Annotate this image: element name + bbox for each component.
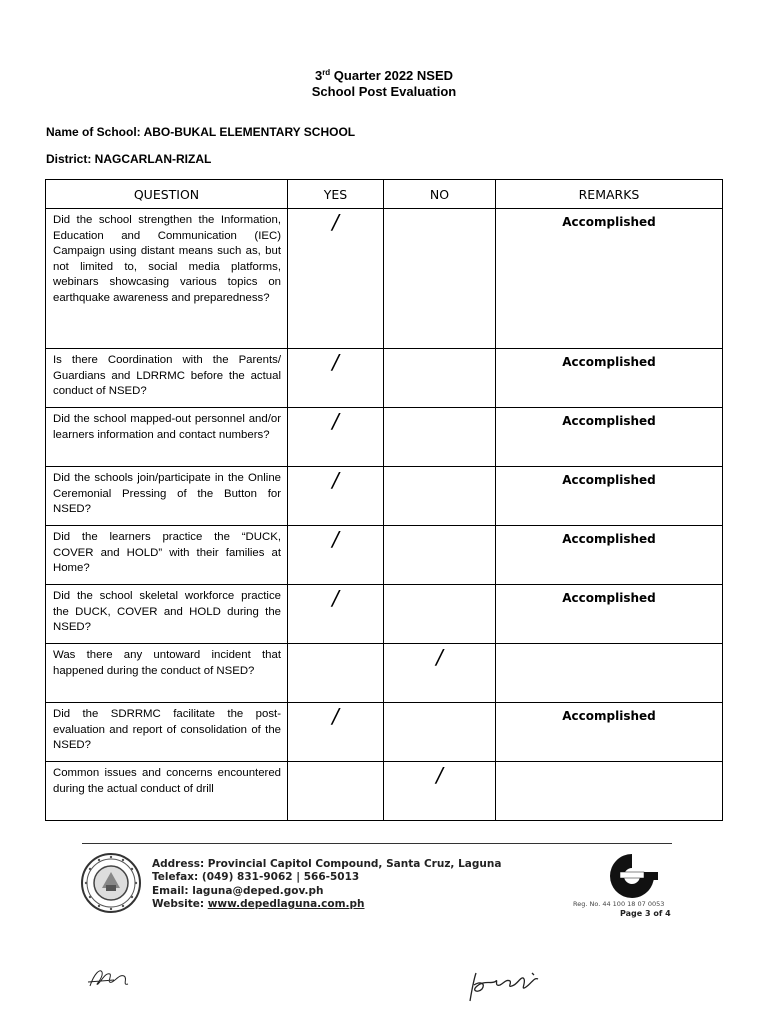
remarks-cell: Accomplished	[496, 467, 723, 526]
question-header: QUESTION	[46, 180, 288, 209]
remarks-cell: Accomplished	[496, 349, 723, 408]
no-cell	[384, 349, 496, 408]
no-cell	[384, 408, 496, 467]
document-subtitle: School Post Evaluation	[311, 84, 457, 99]
table-row	[46, 585, 723, 644]
remarks-cell: Accomplished	[496, 585, 723, 644]
no-cell	[384, 644, 496, 703]
footer-contact	[152, 858, 501, 911]
table-row	[46, 408, 723, 467]
remarks-cell: Accomplished	[496, 526, 723, 585]
table-row	[46, 526, 723, 585]
school-district: District: NAGCARLAN-RIZAL	[46, 152, 212, 166]
division-of-laguna-seal-icon	[80, 852, 142, 914]
yes-cell	[288, 585, 384, 644]
question-cell: Did the school mapped-out personnel and/or learners information and contact numbers?	[46, 408, 288, 467]
footer-telefax: Telefax: (049) 831-9062 | 566-5013	[152, 871, 360, 884]
footer-website: Website: www.depedlaguna.com.ph	[152, 897, 365, 910]
yes-cell	[288, 349, 384, 408]
registration-number: Reg. No. 44 100 18 07 0053	[573, 900, 665, 908]
yes-cell	[288, 209, 384, 349]
evaluation-table	[45, 179, 723, 821]
yes-cell	[288, 644, 384, 703]
table-row	[46, 644, 723, 703]
table-row	[46, 703, 723, 762]
table-row	[46, 209, 723, 349]
signature-icon	[462, 965, 552, 1005]
remarks-cell	[496, 644, 723, 703]
remarks-header: REMARKS	[496, 180, 723, 209]
footer-email: Email: laguna@deped.gov.ph	[152, 884, 324, 897]
yes-cell	[288, 762, 384, 821]
no-header: NO	[384, 180, 496, 209]
check-mark: /	[332, 468, 339, 492]
remarks-cell	[496, 762, 723, 821]
no-cell	[384, 762, 496, 821]
remarks-cell: Accomplished	[496, 209, 723, 349]
signature-initials-icon	[84, 964, 134, 992]
question-cell: Did the SDRRMC facilitate the post-evaluation and report of consolidation of the NSED?	[46, 703, 288, 762]
check-mark: /	[332, 210, 339, 234]
question-cell: Common issues and concerns encountered during the actual conduct of drill	[46, 762, 288, 821]
document-title: 3rd Quarter 2022 NSED	[314, 68, 454, 83]
check-mark: /	[332, 704, 339, 728]
no-cell	[384, 467, 496, 526]
table-header-row	[46, 180, 723, 209]
yes-cell	[288, 703, 384, 762]
table-row	[46, 349, 723, 408]
yes-header: YES	[288, 180, 384, 209]
question-cell: Is there Coordination with the Parents/ Guardians and LDRRMC before the actual conduct of NSED?	[46, 349, 288, 408]
table-row	[46, 467, 723, 526]
remarks-cell: Accomplished	[496, 408, 723, 467]
table-row	[46, 762, 723, 821]
question-cell: Was there any untoward incident that happened during the conduct of NSED?	[46, 644, 288, 703]
check-mark: /	[332, 527, 339, 551]
yes-cell	[288, 526, 384, 585]
page-number: Page 3 of 4	[620, 909, 671, 918]
check-mark: /	[332, 586, 339, 610]
check-mark: /	[436, 763, 443, 787]
certification-logo-icon	[600, 850, 664, 902]
footer-address: Address: Provincial Capitol Compound, Santa Cruz, Laguna	[152, 858, 502, 870]
no-cell	[384, 703, 496, 762]
footer-divider	[82, 843, 672, 844]
website-link[interactable]: www.depedlaguna.com.ph	[207, 897, 365, 910]
no-cell	[384, 526, 496, 585]
yes-cell	[288, 408, 384, 467]
question-cell: Did the school strengthen the Information, Education and Communication (IEC) Campaign using distant means such as, but not limited to, social media platforms, webinars showcasing various topics on earthquake awareness and preparedness?	[46, 209, 288, 349]
question-cell: Did the schools join/participate in the Online Ceremonial Pressing of the Button for NSED?	[46, 467, 288, 526]
school-name: Name of School: ABO-BUKAL ELEMENTARY SCHOOL	[46, 125, 356, 139]
question-cell: Did the school skeletal workforce practice the DUCK, COVER and HOLD during the NSED?	[46, 585, 288, 644]
check-mark: /	[436, 645, 443, 669]
no-cell	[384, 585, 496, 644]
no-cell	[384, 209, 496, 349]
remarks-cell: Accomplished	[496, 703, 723, 762]
question-cell: Did the learners practice the “DUCK, COVER and HOLD” with their families at Home?	[46, 526, 288, 585]
yes-cell	[288, 467, 384, 526]
check-mark: /	[332, 409, 339, 433]
check-mark: /	[332, 350, 339, 374]
